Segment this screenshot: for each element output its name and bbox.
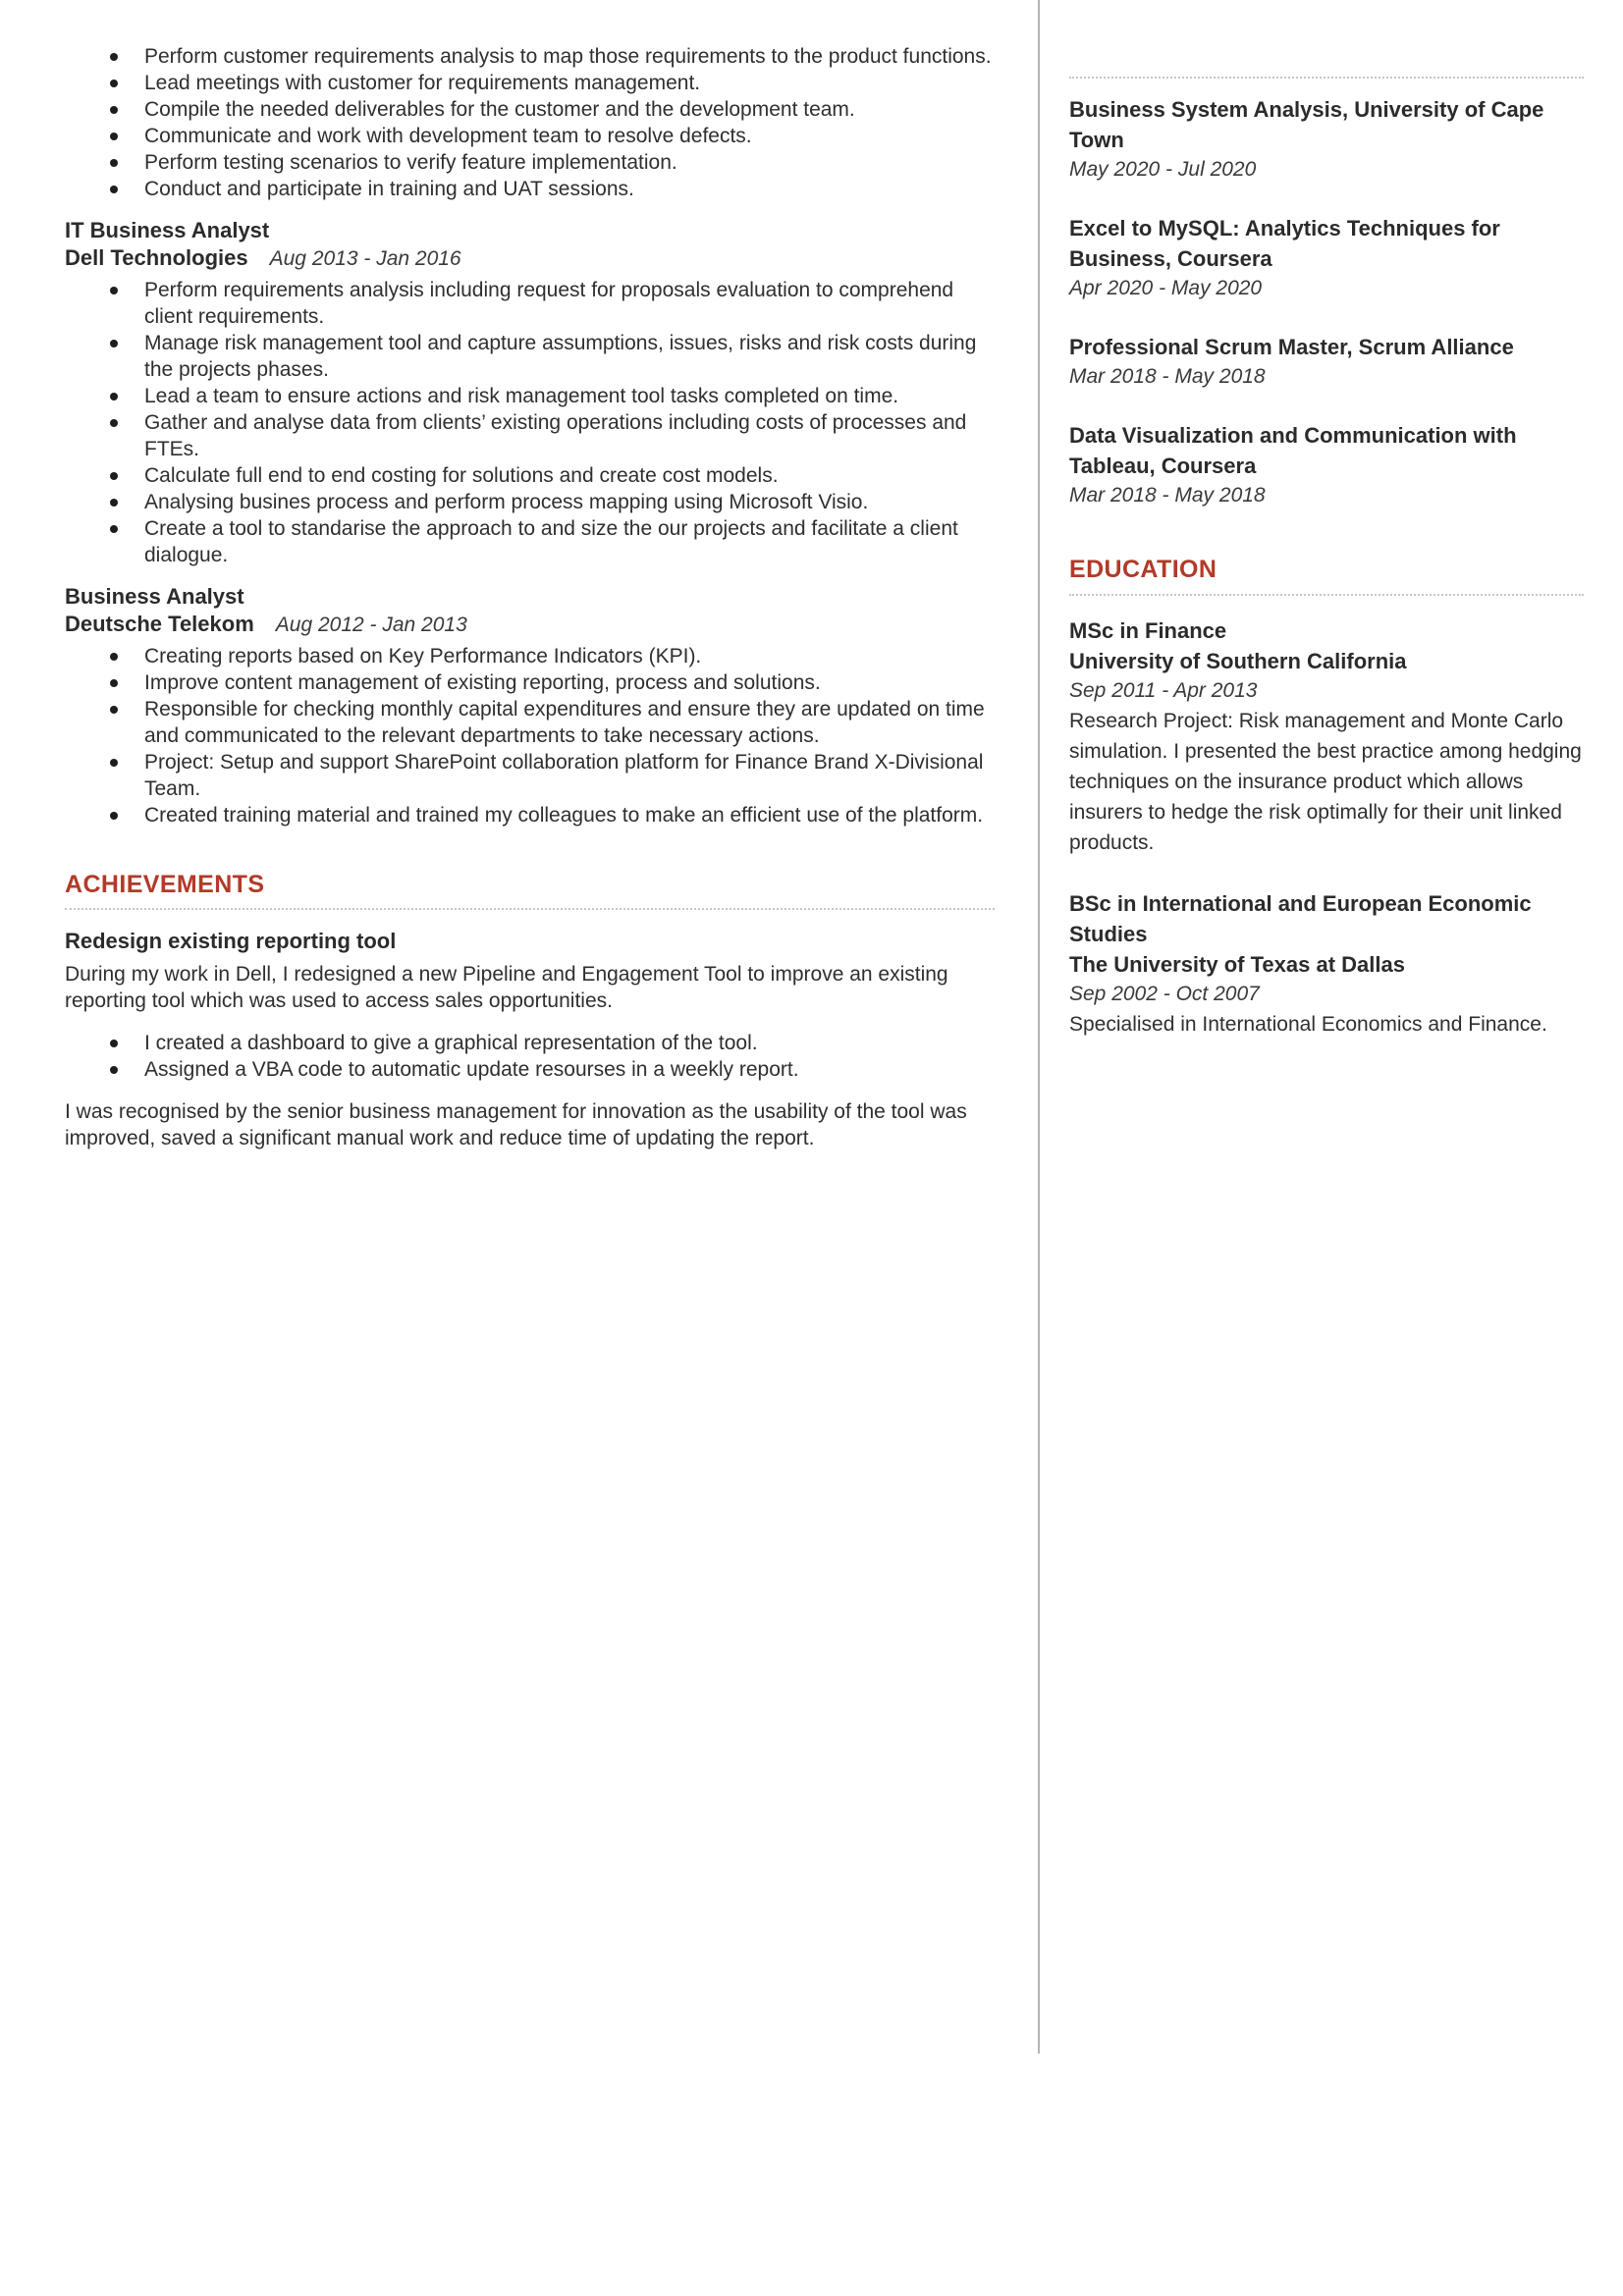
job-title: IT Business Analyst <box>65 218 270 242</box>
bullet-item: Perform requirements analysis including request for proposals evaluation to comprehend client requirements. <box>65 277 995 330</box>
bullet-item: Lead a team to ensure actions and risk management tool tasks completed on time. <box>65 383 995 409</box>
education-dates: Sep 2002 - Oct 2007 <box>1069 983 1260 1005</box>
dotted-divider <box>1069 594 1584 596</box>
bullet-item: Perform customer requirements analysis to map those requirements to the product functions. <box>65 43 995 70</box>
bullet-item: Analysing busines process and perform process mapping using Microsoft Visio. <box>65 489 995 515</box>
job-entry <box>65 217 995 568</box>
job-title: Business Analyst <box>65 584 244 609</box>
education-entry <box>1069 888 1584 1040</box>
dotted-divider <box>1069 77 1584 79</box>
job-meta <box>65 611 995 639</box>
certification-dates: Apr 2020 - May 2020 <box>1069 277 1263 299</box>
certification-dates: May 2020 - Jul 2020 <box>1069 158 1257 181</box>
job-company: Deutsche Telekom <box>65 612 254 636</box>
education-school: The University of Texas at Dallas <box>1069 952 1405 977</box>
certification-name: Data Visualization and Communication with Tableau, Coursera <box>1069 423 1517 478</box>
certification-dates: Mar 2018 - May 2018 <box>1069 484 1266 507</box>
bullet-item: Improve content management of existing reporting, process and solutions. <box>65 669 995 696</box>
column-divider-line <box>1038 0 1040 2054</box>
certification-entry <box>1069 332 1584 392</box>
education-section <box>1069 555 1584 596</box>
education-description: Specialised in International Economics and Finance. <box>1069 1013 1547 1036</box>
job-meta <box>65 244 995 273</box>
bullet-item: Conduct and participate in training and UAT sessions. <box>65 176 995 202</box>
achievement-title: Redesign existing reporting tool <box>65 929 397 953</box>
education-degree: MSc in Finance <box>1069 618 1227 643</box>
certification-name: Excel to MySQL: Analytics Techniques for Business, Coursera <box>1069 216 1500 271</box>
sidebar-column <box>1069 77 1584 1070</box>
achievement-bullet-list <box>65 1030 995 1083</box>
achievement-outro-paragraph: I was recognised by the senior business management for innovation as the usability of the tool was improved, saved a significant manual work and reduce time of updating the report. <box>65 1100 967 1149</box>
certification-entry <box>1069 420 1584 510</box>
achievements-section <box>65 870 995 1151</box>
bullet-item: Project: Setup and support SharePoint collaboration platform for Finance Brand X-Divisional Team. <box>65 749 995 802</box>
certification-name: Business System Analysis, University of Cape Town <box>1069 97 1544 152</box>
bullet-item: Perform testing scenarios to verify feature implementation. <box>65 149 995 176</box>
education-dates: Sep 2011 - Apr 2013 <box>1069 679 1258 702</box>
bullet-item: Communicate and work with development team to resolve defects. <box>65 123 995 149</box>
bullet-item: Create a tool to standarise the approach to and size the our projects and facilitate a client dialogue. <box>65 515 995 568</box>
bullet-item: Assigned a VBA code to automatic update resourses in a weekly report. <box>65 1056 995 1083</box>
dotted-divider <box>65 908 995 910</box>
certification-entry <box>1069 213 1584 303</box>
job-bullet-list <box>65 643 995 828</box>
bullet-item: Lead meetings with customer for requirements management. <box>65 70 995 96</box>
main-column <box>65 43 995 1161</box>
job-entry <box>65 583 995 828</box>
certification-dates: Mar 2018 - May 2018 <box>1069 365 1266 388</box>
bullet-item: I created a dashboard to give a graphical representation of the tool. <box>65 1030 995 1056</box>
job-dates: Aug 2012 - Jan 2013 <box>275 614 467 636</box>
bullet-item: Calculate full end to end costing for solutions and create cost models. <box>65 462 995 489</box>
bullet-item: Created training material and trained my colleagues to make an efficient use of the platform. <box>65 802 995 828</box>
job-dates: Aug 2013 - Jan 2016 <box>269 247 461 270</box>
education-degree: BSc in International and European Economic Studies <box>1069 891 1532 946</box>
education-entry <box>1069 615 1584 858</box>
bullet-item: Creating reports based on Key Performance Indicators (KPI). <box>65 643 995 669</box>
education-description: Research Project: Risk management and Monte Carlo simulation. I presented the best practice among hedging techniques on the insurance product which allows insurers to hedge the risk optimally for their unit linked products. <box>1069 710 1582 854</box>
job-company: Dell Technologies <box>65 245 248 270</box>
achievements-heading: ACHIEVEMENTS <box>65 871 265 898</box>
education-school: University of Southern California <box>1069 649 1407 673</box>
certification-entry <box>1069 94 1584 185</box>
bullet-item: Compile the needed deliverables for the customer and the development team. <box>65 96 995 123</box>
bullet-item: Responsible for checking monthly capital expenditures and ensure they are updated on time and communicated to the relevant departments to take necessary actions. <box>65 696 995 749</box>
job-bullet-list <box>65 277 995 568</box>
job-bullet-list <box>65 43 995 202</box>
bullet-item: Gather and analyse data from clients’ existing operations including costs of processes and FTEs. <box>65 409 995 462</box>
achievement-intro-paragraph: During my work in Dell, I redesigned a new Pipeline and Engagement Tool to improve an existing reporting tool which was used to access sales opportunities. <box>65 963 948 1012</box>
certification-name: Professional Scrum Master, Scrum Alliance <box>1069 335 1514 359</box>
bullet-item: Manage risk management tool and capture assumptions, issues, risks and risk costs during the projects phases. <box>65 330 995 383</box>
education-heading: EDUCATION <box>1069 556 1217 583</box>
